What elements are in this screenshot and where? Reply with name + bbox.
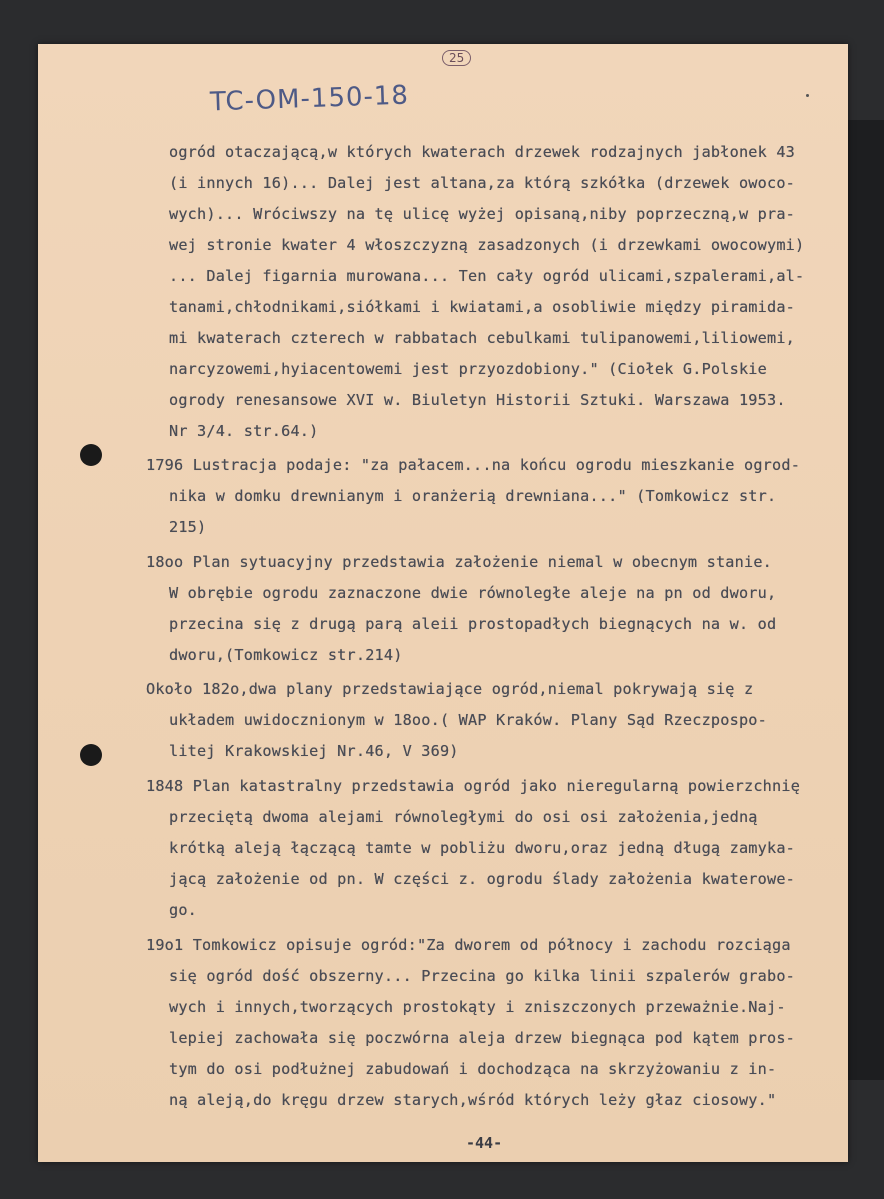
text-line: dworu,(Tomkowicz str.214) [169,646,403,664]
text-line: się ogród dość obszerny... Przecina go kilka linii szpalerów grabo- [169,967,796,985]
text-line: 19o1 Tomkowicz opisuje ogród:"Za dworem od północy i zachodu rozciąga [146,936,791,954]
text-line: przecina się z drugą parą aleii prostopadłych biegnących na w. od [169,615,777,633]
text-line: Około 182o,dwa plany przedstawiające ogród,niemal pokrywają się z [146,680,754,698]
text-line: 215) [169,518,207,536]
text-line: tym do osi podłużnej zabudowań i dochodząca na skrzyżowaniu z in- [169,1060,777,1078]
text-line: narcyzowemi,hyiacentowemi jest przyozdobiony." (Ciołek G.Polskie [169,360,767,378]
text-line: ... Dalej figarnia murowana... Ten cały ogród ulicami,szpalerami,al- [169,267,805,285]
punch-hole-top [80,444,102,466]
archive-stamp: 25 [442,50,471,66]
text-line: ną aleją,do kręgu drzew starych,wśród których leży głaz ciosowy." [169,1091,777,1109]
text-line: krótką aleją łączącą tamte w pobliżu dworu,oraz jedną długą zamyka- [169,839,796,857]
text-line: lepiej zachowała się poczwórna aleja drzew biegnąca pod kątem pros- [169,1029,796,1047]
text-line: 18oo Plan sytuacyjny przedstawia założenie niemal w obecnym stanie. [146,553,773,571]
punch-hole-bottom [80,744,102,766]
text-line: Nr 3/4. str.64.) [169,422,319,440]
text-line: 1848 Plan katastralny przedstawia ogród jako nieregularną powierzchnię [146,777,801,795]
text-line: wych i innych,tworzących prostokąty i zniszczonych przeważnie.Naj- [169,998,786,1016]
text-line: przeciętą dwoma alejami równoległymi do osi osi założenia,jedną [169,808,758,826]
text-line: W obrębie ogrodu zaznaczone dwie równoległe aleje na pn od dworu, [169,584,777,602]
text-line: go. [169,901,198,919]
page-number: -44- [466,1134,503,1152]
ink-dot [806,94,809,97]
text-line: (i innych 16)... Dalej jest altana,za którą szkółka (drzewek owoco- [169,174,796,192]
handwritten-signature: TC-OM-150-18 [209,80,410,118]
text-line: wych)... Wróciwszy na tę ulicę wyżej opisaną,niby poprzeczną,w pra- [169,205,796,223]
text-line: 1796 Lustracja podaje: "za pałacem...na końcu ogrodu mieszkanie ogrod- [146,456,801,474]
text-line: układem uwidocznionym w 18oo.( WAP Kraków. Plany Sąd Rzeczpospo- [169,711,767,729]
text-line: ogród otaczającą,w których kwaterach drzewek rodzajnych jabłonek 43 [169,143,796,161]
text-line: tanami,chłodnikami,siółkami i kwiatami,a osobliwie między piramida- [169,298,796,316]
text-line: ogrody renesansowe XVI w. Biuletyn Historii Sztuki. Warszawa 1953. [169,391,786,409]
text-line: mi kwaterach czterech w rabbatach cebulkami tulipanowemi,liliowemi, [169,329,796,347]
text-line: nika w domku drewnianym i oranżerią drewniana..." (Tomkowicz str. [169,487,777,505]
document-page [38,44,848,1162]
background-edge [844,120,884,1080]
text-line: jącą założenie od pn. W części z. ogrodu ślady założenia kwaterowe- [169,870,796,888]
text-line: wej stronie kwater 4 włoszczyzną zasadzonych (i drzewkami owocowymi) [169,236,805,254]
text-line: litej Krakowskiej Nr.46, V 369) [169,742,459,760]
